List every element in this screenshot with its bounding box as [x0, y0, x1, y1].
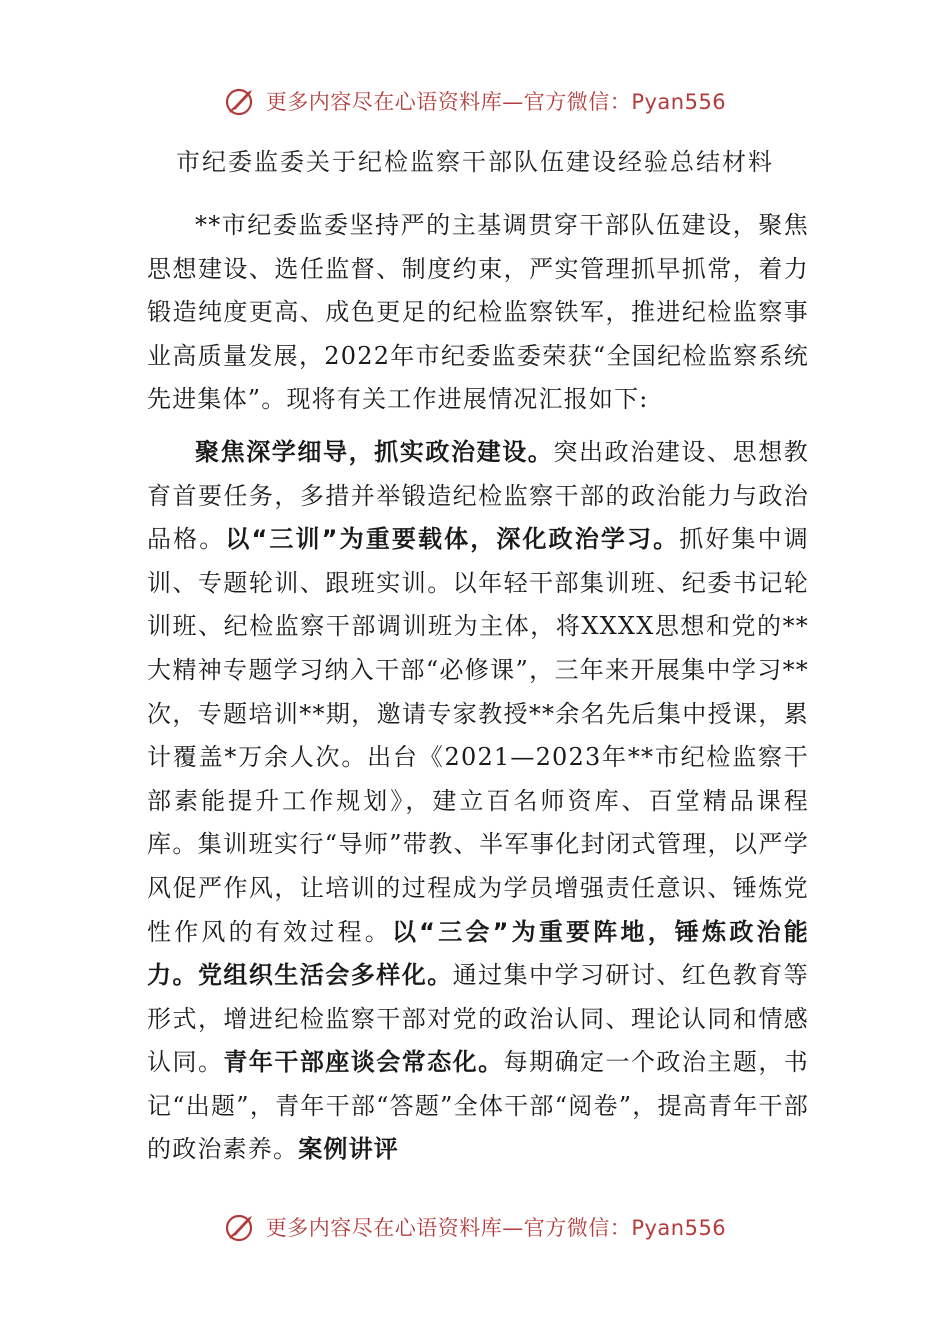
- bold-heading: 以“三训”为重要载体，深化政治学习。: [225, 525, 680, 554]
- watermark-footer: [0, 1210, 950, 1244]
- paragraph-text: 通过集中学习研讨、红色教育等形式，增进纪检监察干部对党的政治认同、理论认同和情感认同。: [147, 961, 809, 1077]
- watermark-text: 更多内容尽在心语资料库—官方微信：Pyan556: [265, 90, 727, 114]
- document-title: 市纪委监委关于纪检监察干部队伍建设经验总结材料: [176, 148, 774, 176]
- paragraph-political-building: [147, 431, 809, 1172]
- bold-heading: 以“三会”为重要阵地，锤炼政治能力。: [147, 917, 809, 990]
- bold-heading: 聚焦深学细导，抓实政治建设。: [195, 437, 554, 466]
- watermark-header: [0, 84, 950, 118]
- document-body: [147, 204, 809, 1172]
- paragraph-text: 突出政治建设、思想教育首要任务，多措并举锻造纪检监察干部的政治能力与政治品格。: [147, 437, 810, 554]
- pen-logo-icon: [224, 84, 258, 118]
- paragraph-text: 抓好集中调训、专题轮训、跟班实训。以年轻干部集训班、纪委书记轮训班、纪检监察干部调训班为主体，将XXXX思想和党的**大精神专题学习纳入干部“必修课”，三年来开展集中学习**次，专题培训**期，邀请专家教授**余名先后集中授课，累计覆盖*万余人次。出台《2021—2023年**市纪检监察干部素能提升工作规划》，建立百名师资库、百堂精品课程库。集训班实行“导师”带教、半军事化封闭式管理，以严学风促严作风，让培训的过程成为学员增强责任意识、锤炼党性作风的有效过程。: [147, 525, 809, 946]
- watermark-text: 更多内容尽在心语资料库—官方微信：Pyan556: [265, 1216, 727, 1240]
- paragraph-text: 每期确定一个政治主题，书记“出题”，青年干部“答题”全体干部“阅卷”，提高青年干部的政治素养。: [147, 1048, 809, 1164]
- bold-heading: 案例讲评: [298, 1135, 400, 1164]
- bold-heading: 青年干部座谈会常态化。: [223, 1048, 504, 1077]
- bold-heading: 党组织生活会多样化。: [197, 961, 453, 990]
- paragraph-intro: **市纪委监委坚持严的主基调贯穿干部队伍建设，聚焦思想建设、选任监督、制度约束，严实管理抓早抓常，着力锻造纯度更高、成色更足的纪检监察铁军，推进纪检监察事业高质量发展，2022年市纪委监委荣获“全国纪检监察系统先进集体”。现将有关工作进展情况汇报如下:: [147, 211, 809, 414]
- pen-logo-icon: [224, 1210, 258, 1244]
